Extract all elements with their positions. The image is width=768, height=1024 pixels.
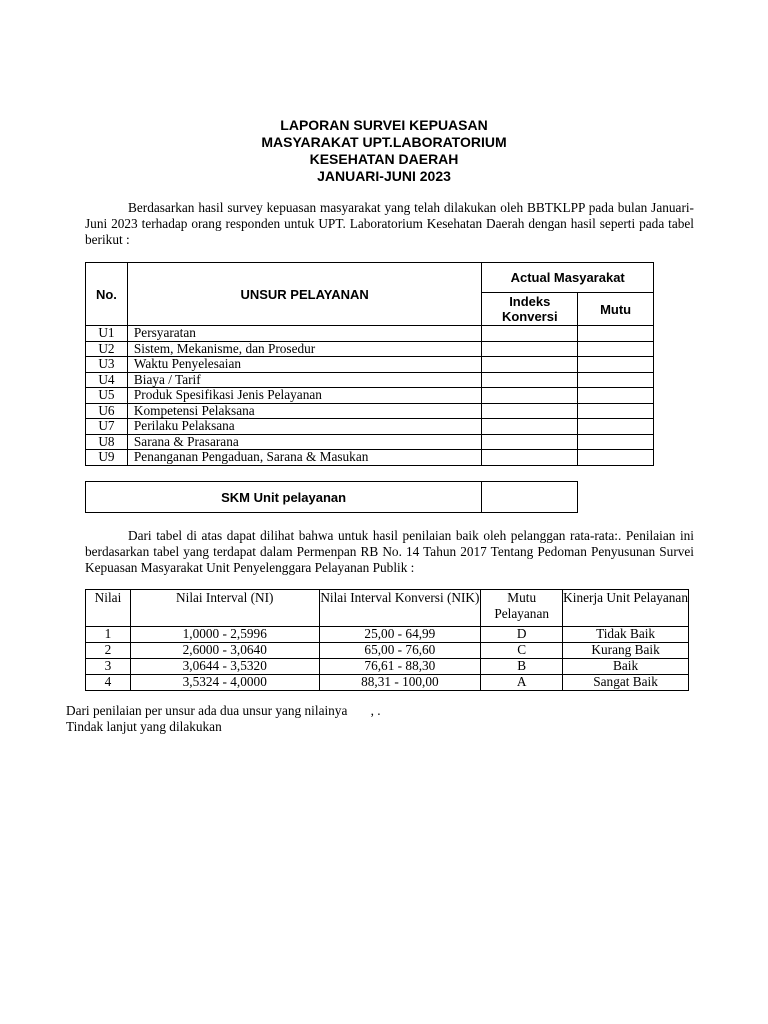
col-header-mutu: Mutu [578,293,654,326]
row-indeks [482,403,578,419]
table-row [86,675,689,691]
row-code: U6 [86,403,128,419]
row-code: U8 [86,434,128,450]
header-konversi: Nilai Interval Konversi (NIK) [319,590,481,627]
table-row [86,341,654,357]
row-mutu [578,450,654,466]
header-kinerja: Kinerja Unit Pelayanan [563,590,689,627]
cell-kinerja: Kurang Baik [563,643,689,659]
cell-mutu: B [481,659,563,675]
cell-konversi: 65,00 - 76,60 [319,643,481,659]
table-row [86,357,654,373]
service-elements-table [85,262,654,466]
cell-kinerja: Sangat Baik [563,675,689,691]
title-line-3: KESEHATAN DAERAH [309,151,459,167]
cell-interval: 3,5324 - 4,0000 [130,675,319,691]
cell-mutu: A [481,675,563,691]
row-indeks [482,419,578,435]
interval-table [85,589,689,691]
cell-mutu: C [481,643,563,659]
footer-line-2: Tindak lanjut yang dilakukan [66,719,222,734]
skm-table [85,481,578,513]
intro-paragraph [85,200,694,248]
row-label: Sistem, Mekanisme, dan Prosedur [127,341,481,357]
cell-mutu: D [481,627,563,643]
row-indeks [482,341,578,357]
cell-konversi: 25,00 - 64,99 [319,627,481,643]
header-nilai: Nilai [86,590,131,627]
footer-notes [66,703,381,735]
service-rows [86,326,654,466]
row-label: Persyaratan [127,326,481,342]
row-code: U3 [86,357,128,373]
table-row [86,450,654,466]
row-code: U2 [86,341,128,357]
col-header-actual: Actual Masyarakat [482,263,654,293]
table-row [86,659,689,675]
cell-nilai: 1 [86,627,131,643]
table-row [86,403,654,419]
header-interval: Nilai Interval (NI) [130,590,319,627]
row-mutu [578,372,654,388]
col-header-no: No. [86,263,128,326]
cell-kinerja: Baik [563,659,689,675]
row-mutu [578,403,654,419]
header-mutu: Mutu Pelayanan [481,590,563,627]
cell-interval: 2,6000 - 3,0640 [130,643,319,659]
table-row [86,643,689,659]
row-indeks [482,434,578,450]
row-indeks [482,388,578,404]
second-text: Dari tabel di atas dapat dilihat bahwa untuk hasil penilaian baik oleh pelanggan rata-rata:. Penilaian ini berdasarkan tabel yang terdapat dalam Permenpan RB No. 14 Tahun 2017 Tentang Pedoman Penyusunan Survei Kepuasan Masyarakat Unit Penyelenggara Pelayanan Publik : [85,528,694,575]
cell-nilai: 2 [86,643,131,659]
row-label: Sarana & Prasarana [127,434,481,450]
table-row [86,434,654,450]
row-mutu [578,434,654,450]
interval-rows [86,627,689,691]
row-indeks [482,372,578,388]
report-title [0,117,768,185]
row-code: U1 [86,326,128,342]
cell-konversi: 76,61 - 88,30 [319,659,481,675]
title-line-4: JANUARI-JUNI 2023 [317,168,451,184]
row-indeks [482,450,578,466]
cell-kinerja: Tidak Baik [563,627,689,643]
cell-konversi: 88,31 - 100,00 [319,675,481,691]
row-code: U4 [86,372,128,388]
cell-interval: 3,0644 - 3,5320 [130,659,319,675]
row-mutu [578,326,654,342]
row-mutu [578,388,654,404]
row-label: Penanganan Pengaduan, Sarana & Masukan [127,450,481,466]
row-label: Produk Spesifikasi Jenis Pelayanan [127,388,481,404]
title-line-1: LAPORAN SURVEI KEPUASAN [280,117,488,133]
col-header-indeks: Indeks Konversi [482,293,578,326]
row-mutu [578,357,654,373]
row-indeks [482,357,578,373]
row-label: Biaya / Tarif [127,372,481,388]
footer-line-1: Dari penilaian per unsur ada dua unsur yang nilainya , . [66,703,381,718]
row-indeks [482,326,578,342]
row-code: U9 [86,450,128,466]
skm-value [482,482,578,513]
cell-interval: 1,0000 - 2,5996 [130,627,319,643]
row-code: U5 [86,388,128,404]
row-label: Kompetensi Pelaksana [127,403,481,419]
table-row [86,627,689,643]
table-row [86,372,654,388]
row-code: U7 [86,419,128,435]
table-row [86,419,654,435]
second-paragraph [85,528,694,576]
title-line-2: MASYARAKAT UPT.LABORATORIUM [261,134,507,150]
cell-nilai: 3 [86,659,131,675]
row-label: Perilaku Pelaksana [127,419,481,435]
col-header-unsur: UNSUR PELAYANAN [127,263,481,326]
table-row [86,388,654,404]
row-label: Waktu Penyelesaian [127,357,481,373]
cell-nilai: 4 [86,675,131,691]
table-row [86,326,654,342]
intro-text: Berdasarkan hasil survey kepuasan masyarakat yang telah dilakukan oleh BBTKLPP pada bulan Januari-Juni 2023 terhadap orang responden untuk UPT. Laboratorium Kesehatan Daerah dengan hasil seperti pada tabel berikut : [85,200,694,247]
row-mutu [578,419,654,435]
row-mutu [578,341,654,357]
skm-label: SKM Unit pelayanan [86,482,482,513]
